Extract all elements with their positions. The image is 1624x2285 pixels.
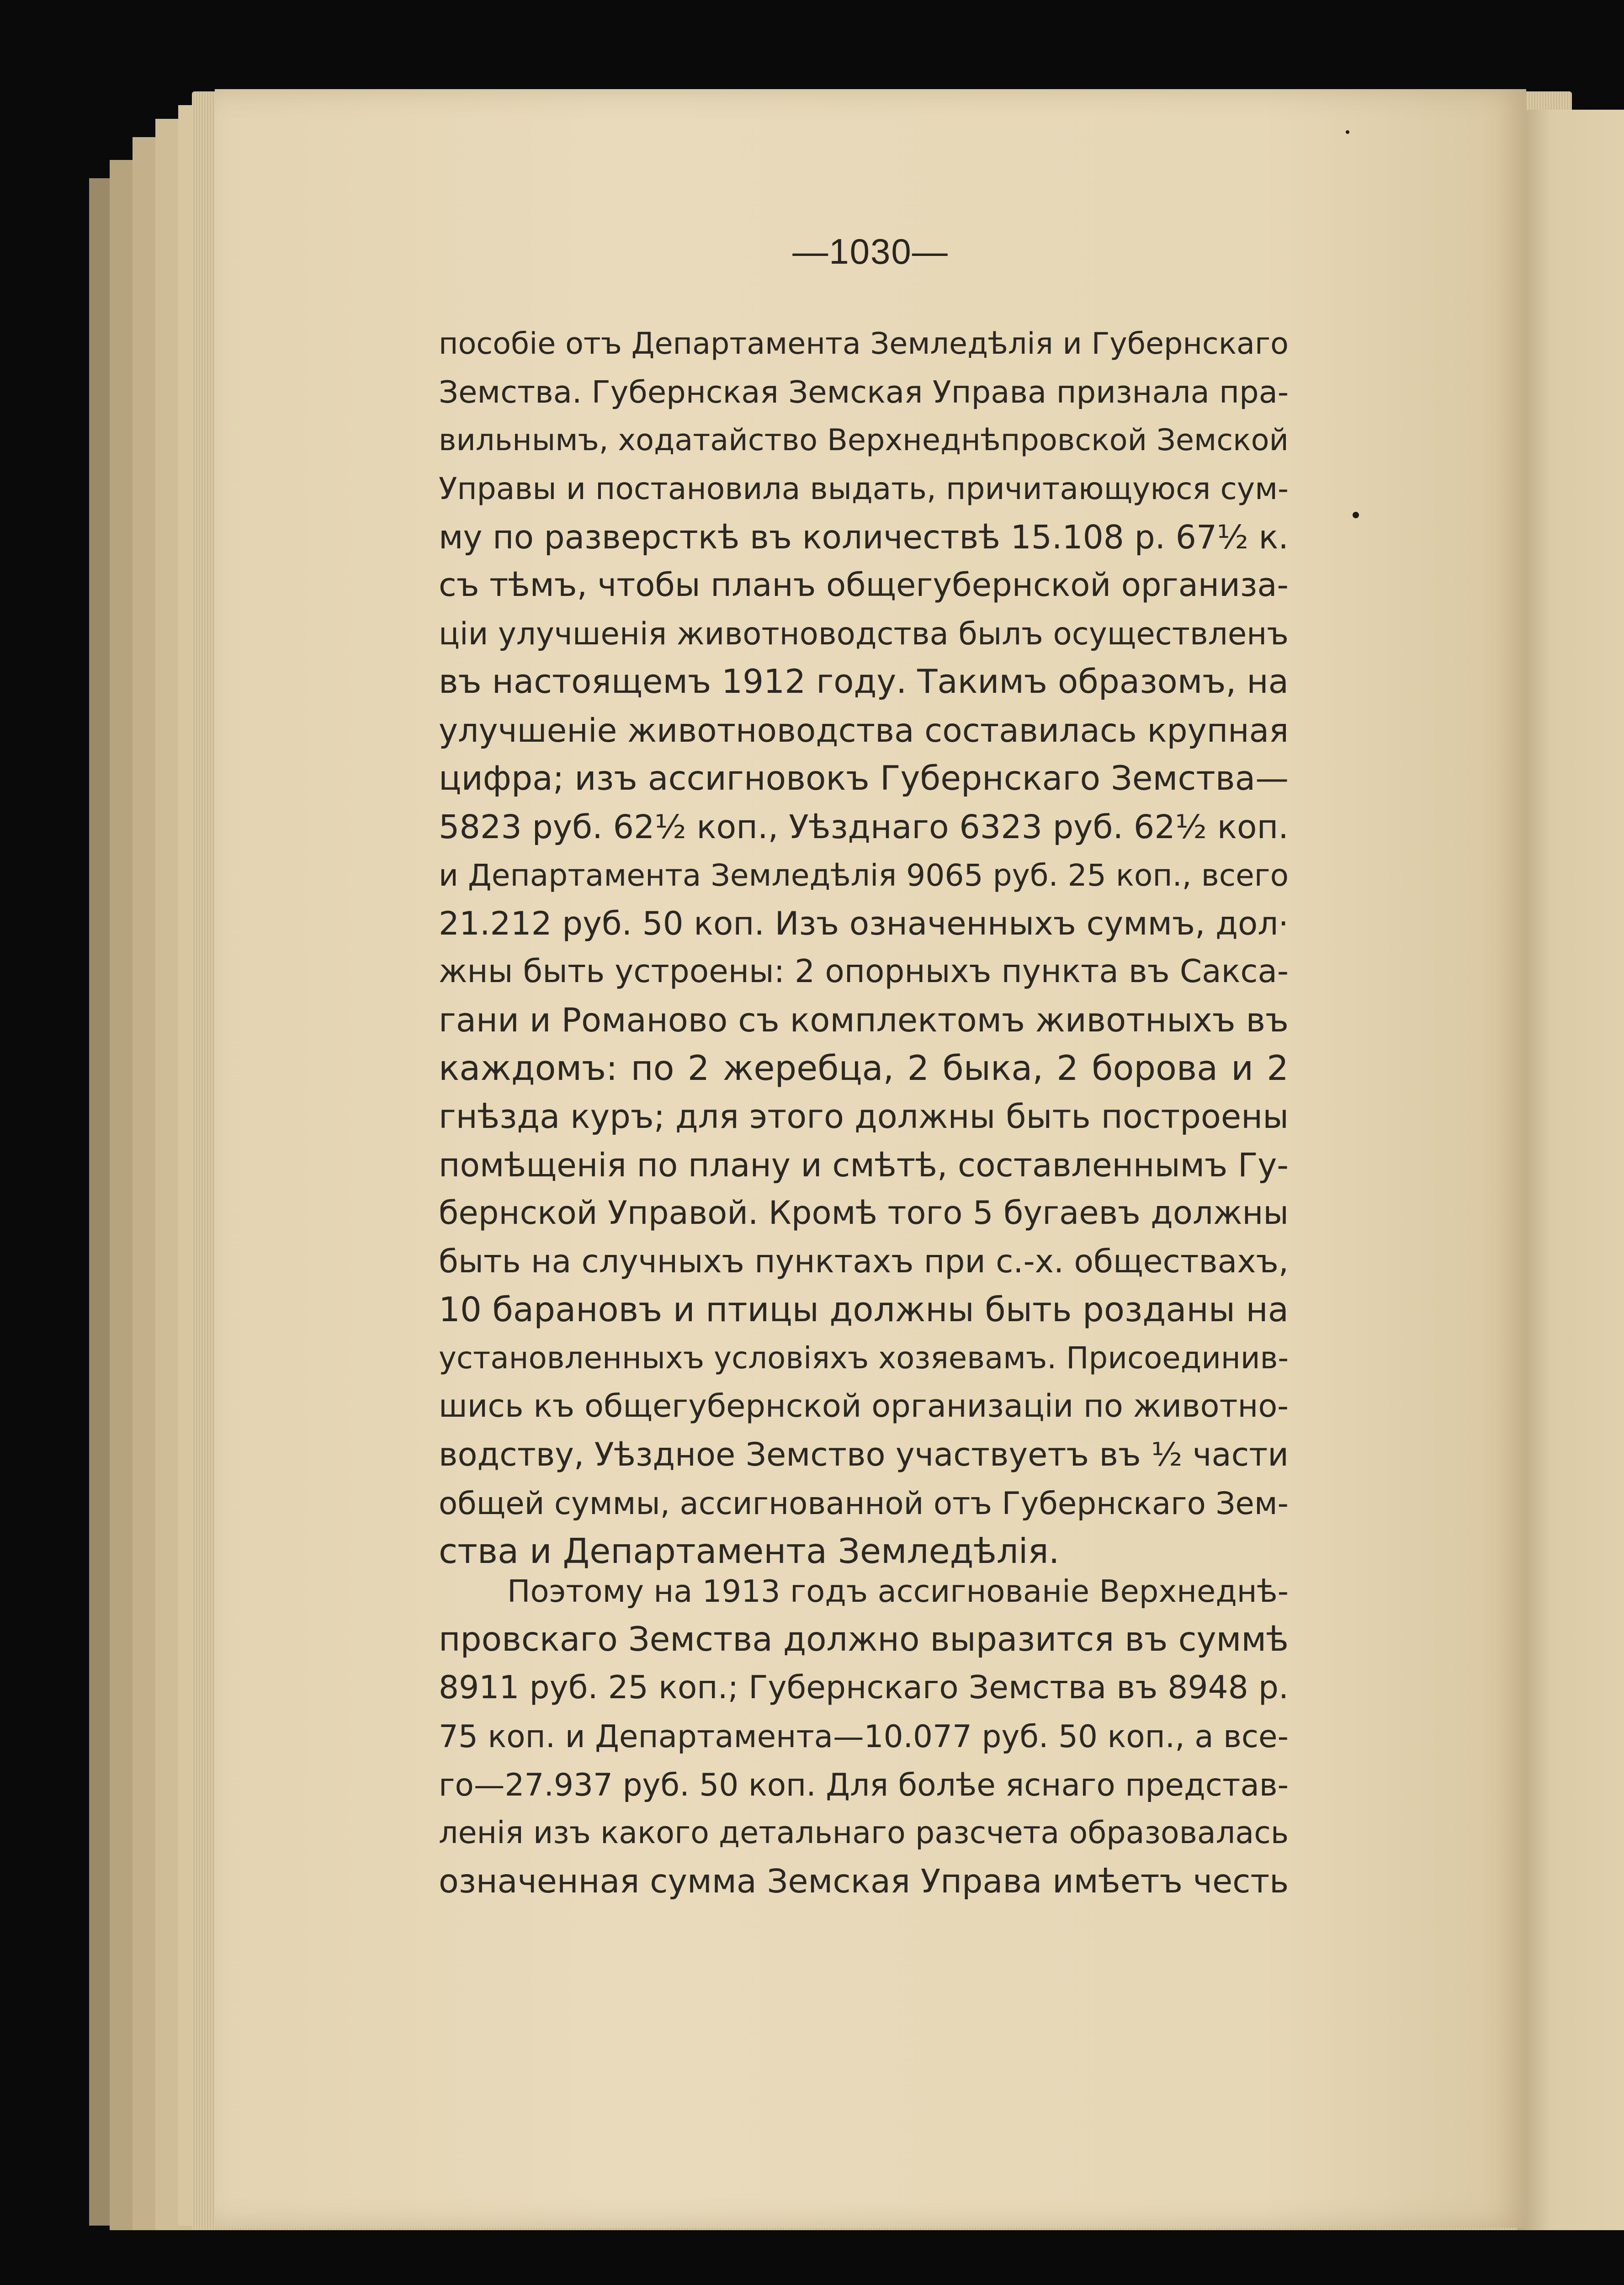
text-line: Земства. Губернская Земская Управа признала пра- [439,374,1289,410]
text-line: улучшеніе животноводства составилась крупная [439,711,1289,749]
text-line: шись къ общегубернской организаціи по животно- [439,1388,1289,1425]
text-line: водству, Уѣздное Земство участвуетъ въ ½ части [439,1435,1289,1473]
text-line: му по разверсткѣ въ количествѣ 15.108 р. 67½ к. [439,518,1289,556]
text-line: съ тѣмъ, чтобы планъ общегубернской организа- [439,566,1289,604]
text-line: помѣщенія по плану и смѣтѣ, составленнымъ Гу- [439,1146,1289,1184]
text-line: ленія изъ какого детальнаго разсчета образовалась [439,1815,1289,1851]
paragraph-1 [439,320,1289,1576]
text-line: провскаго Земства должно выразится въ суммѣ [439,1620,1289,1659]
text-line: го—27.937 руб. 50 коп. Для болѣе яснаго представ- [439,1766,1289,1803]
text-line: ціи улучшенія животноводства былъ осуществленъ [439,616,1289,652]
text-line: гани и Романово съ комплектомъ животныхъ въ [439,1000,1289,1039]
text-line: 21.212 руб. 50 коп. Изъ означенныхъ суммъ, дол· [439,904,1289,943]
text-line: общей суммы, ассигнованной отъ Губернскаго Зем- [439,1485,1289,1521]
text-line: и Департамента Земледѣлія 9065 руб. 25 коп., всего [439,857,1289,893]
text-line: ства и Департамента Земледѣлія. [439,1531,1060,1572]
text-line: установленныхъ условіяхъ хозяевамъ. Присоединив- [439,1340,1289,1376]
text-line: цифра; изъ ассигновокъ Губернскаго Земства— [439,759,1289,798]
paragraph-2 [439,1568,1289,1906]
facing-page [1517,110,1624,2230]
text-line: пособіе отъ Департамента Земледѣлія и Губернскаго [439,327,1289,361]
text-line: бернской Управой. Кромѣ того 5 бугаевъ должны [439,1194,1289,1232]
page-number: —1030— [792,231,949,271]
text-line: Поэтому на 1913 годъ ассигнованіе Верхнеднѣ- [507,1573,1289,1609]
text-line: вильнымъ, ходатайство Верхнеднѣпровской Земской [439,423,1289,458]
text-line: въ настоящемъ 1912 году. Такимъ образомъ, на [439,662,1289,701]
text-line: 5823 руб. 62½ коп., Уѣзднаго 6323 руб. 62½ коп. [439,808,1289,846]
text-line: 75 коп. и Департамента—10.077 руб. 50 коп., а все- [439,1718,1289,1755]
text-line: 8911 руб. 25 коп.; Губернскаго Земства въ 8948 р. [439,1669,1289,1706]
text-line: каждомъ: по 2 жеребца, 2 быка, 2 борова и 2 [439,1048,1289,1089]
ink-speck [1346,130,1349,134]
text-line: означенная сумма Земская Управа имѣетъ честь [439,1862,1289,1901]
ink-speck [1353,512,1359,518]
text-line: гнѣзда куръ; для этого должны быть построены [439,1097,1289,1136]
text-line: быть на случныхъ пунктахъ при с.-х. обществахъ, [439,1243,1289,1281]
text-line: Управы и постановила выдать, причитающуюся сум- [439,471,1289,507]
text-line: жны быть устроены: 2 опорныхъ пункта въ Сакса- [439,953,1289,990]
text-line: 10 барановъ и птицы должны быть розданы на [439,1290,1289,1329]
